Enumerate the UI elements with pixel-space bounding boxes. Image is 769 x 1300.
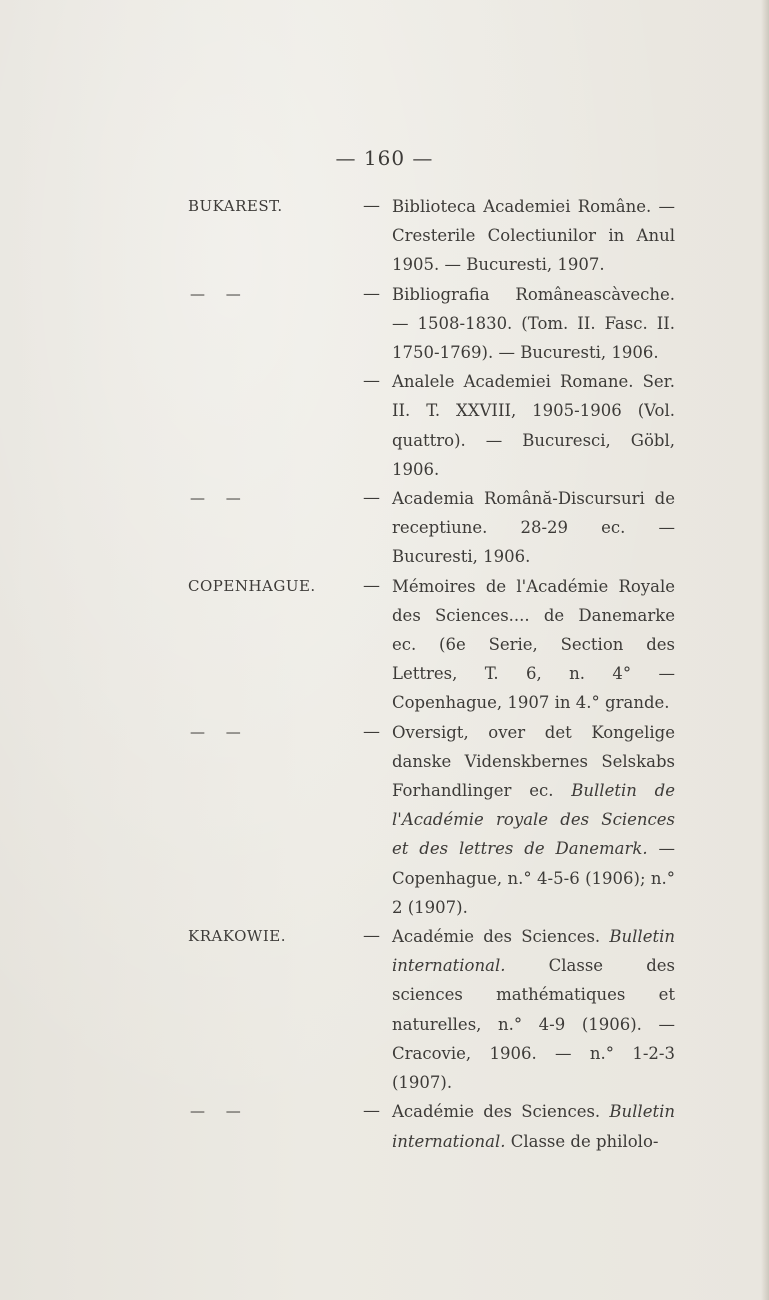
- entry: [0, 922, 769, 1097]
- entry-text: [392, 922, 675, 1097]
- entry-segment-italic: Bulletin international.: [392, 1102, 675, 1151]
- entry-dash: —: [363, 575, 380, 596]
- entry-segment-italic: Bulletin international.: [392, 927, 675, 976]
- entry-segment: Oversigt, over det Kongelige danske Videnskbernes Selskabs Forhandlinger ec.: [392, 722, 675, 801]
- entry-text: [392, 367, 675, 484]
- entry-segment: Academia Română-Discursuri de receptiune. 28-29 ec. — Bucuresti, 1906.: [392, 489, 675, 567]
- entry-segment: Classe de philolo-: [505, 1131, 659, 1151]
- entry-place: KRAKOWIE.: [188, 927, 286, 946]
- entry-segment: Analele Academiei Romane. Ser. II. T. XXVIII, 1905-1906 (Vol. quattro). — Bucuresci, Göbl, 1906.: [392, 372, 675, 479]
- entry-dash: —: [363, 488, 380, 509]
- entry-place-ditto: — —: [190, 1102, 249, 1121]
- entry-segment: Mémoires de l'Académie Royale des Sciences.... de Danemarke ec. (6e Serie, Section des Lettres, T. 6, n. 4° — Copenhague, 1907 in 4.° grande.: [392, 576, 675, 713]
- entry-segment: Classe des sciences mathématiques et naturelles, n.° 4-9 (1906). — Cracovie, 1906. — n.° 1-2-3 (1907).: [392, 956, 675, 1093]
- entry-place: COPENHAGUE.: [188, 576, 316, 595]
- entry: [0, 1097, 769, 1155]
- entry: [0, 280, 769, 368]
- entry: [0, 484, 769, 572]
- entry: [0, 192, 769, 280]
- entry-segment: Académie des Sciences.: [392, 927, 610, 947]
- entry-segment: Bibliografia Româneascàveche. — 1508-1830. (Tom. II. Fasc. II. 1750-1769). — Bucuresti, 1906.: [392, 284, 675, 363]
- entry-text: [392, 484, 675, 572]
- entry-text: [392, 572, 675, 718]
- entry-segment: — Copenhague, n.° 4-5-6 (1906); n.° 2 (1907).: [392, 839, 675, 917]
- entry-place-ditto: — —: [190, 284, 249, 303]
- entry-dash: —: [363, 1101, 380, 1122]
- entry-place-ditto: — —: [190, 722, 249, 741]
- entry: [0, 718, 769, 922]
- entry-segment-italic: Bulletin de l'Académie royale des Sciences et des lettres de Danemark.: [392, 781, 675, 859]
- page-number: — 160 —: [335, 146, 434, 170]
- entry-text: [392, 192, 675, 280]
- entry-text: [392, 280, 675, 368]
- entry-dash: —: [363, 283, 380, 304]
- entry-text: [392, 1097, 675, 1155]
- entry-dash: —: [363, 926, 380, 947]
- entry-segment: Académie des Sciences.: [392, 1102, 610, 1122]
- entry-place-ditto: — —: [190, 489, 249, 508]
- entry-dash: —: [363, 371, 380, 392]
- entry: [0, 572, 769, 718]
- entry-dash: —: [363, 721, 380, 742]
- entry: [0, 367, 769, 484]
- entry-place: BUKAREST.: [188, 197, 283, 215]
- entry-segment: Biblioteca Academiei Române. — Cresterile Colectiunilor in Anul 1905. — Bucuresti, 1907.: [392, 197, 675, 275]
- entry-text: [392, 718, 675, 922]
- entry-dash: —: [363, 196, 380, 216]
- entry-list: [0, 192, 769, 1156]
